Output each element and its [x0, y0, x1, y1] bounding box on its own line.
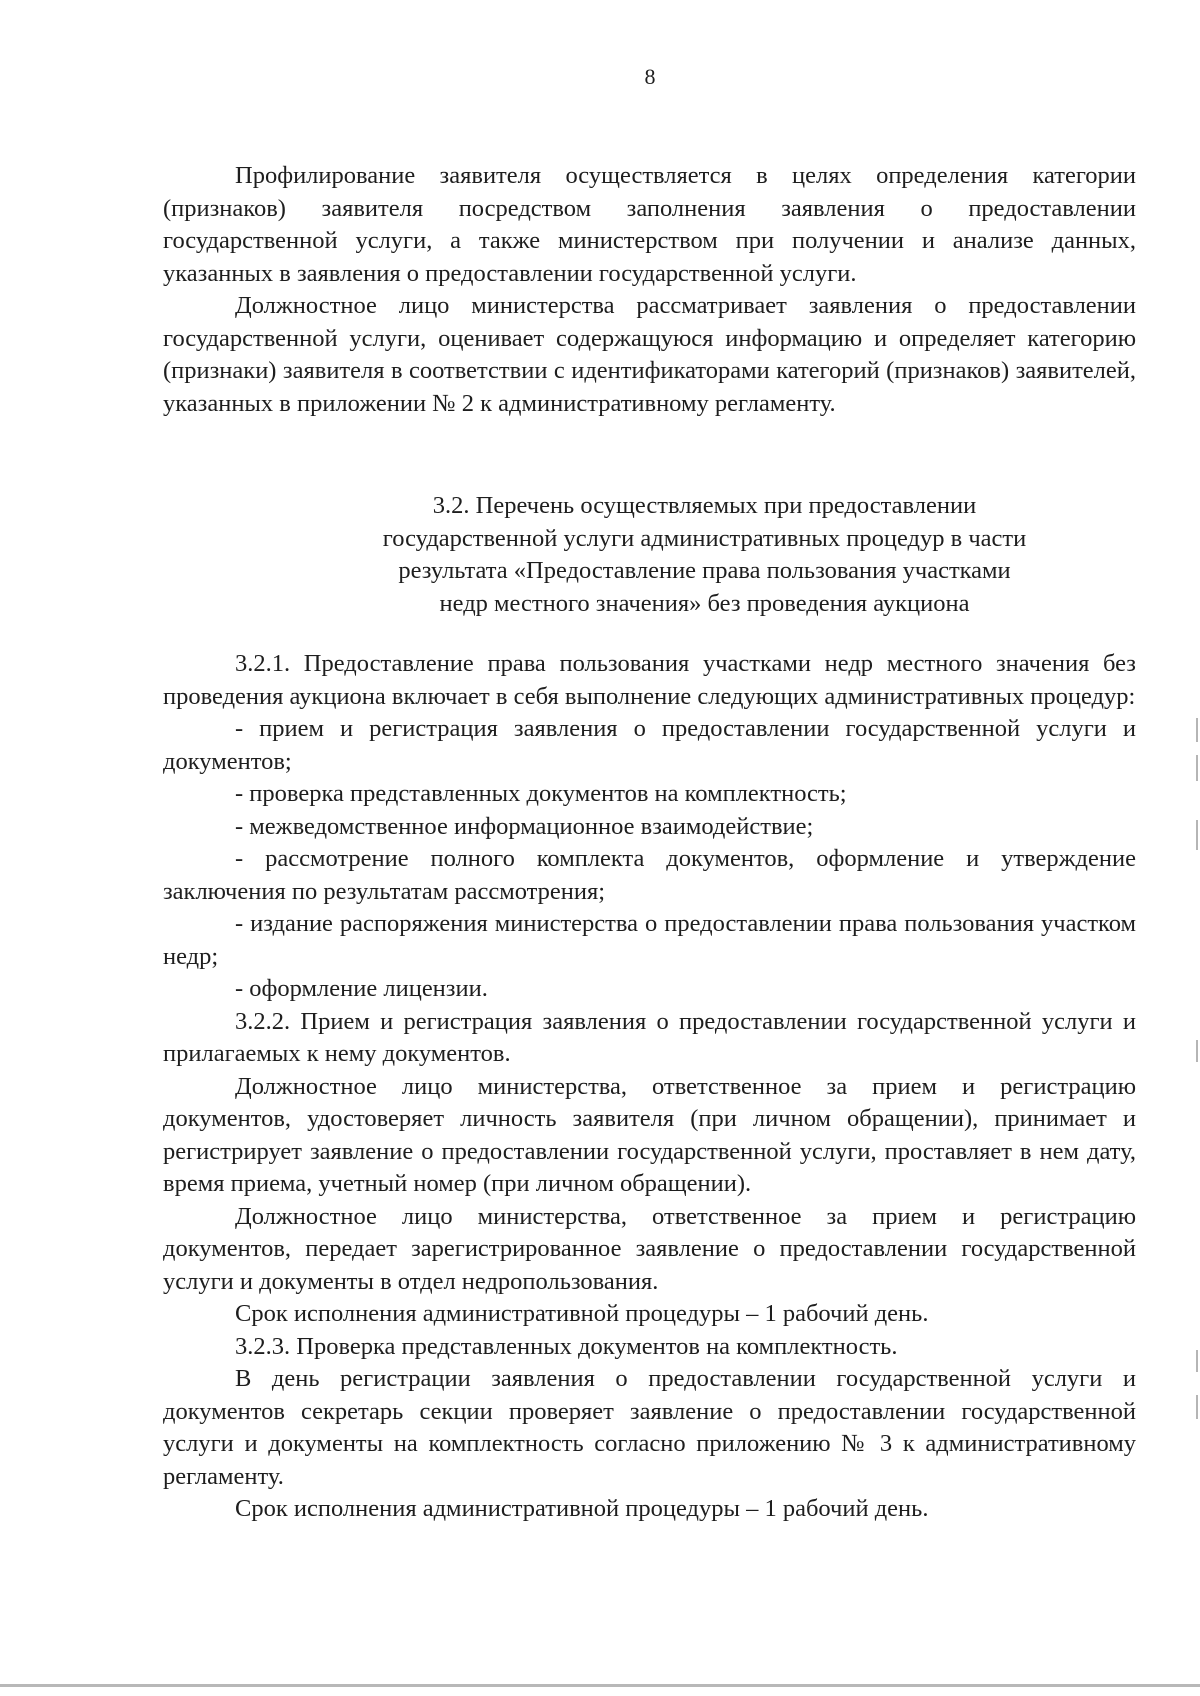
intro-section: [163, 160, 1136, 420]
scan-edge-mark: [1196, 1350, 1198, 1372]
scan-edge-mark: [1196, 820, 1198, 850]
section-heading-line: государственной услуги административных процедур в части: [382, 524, 1027, 552]
procedures-section: [163, 648, 1136, 1526]
section-heading-line: недр местного значения» без проведения аукциона: [439, 589, 970, 617]
paragraph-profiling: Профилирование заявителя осуществляется в целях определения категории (признаков) заявителя посредством заполнения заявления о предоставлении государственной услуги, а также министерством при получении и анализе данных, указанных в заявления о предоставлении государственной услуги.: [163, 162, 1136, 287]
section-heading-line: результата «Предоставление права пользования участками: [398, 557, 1011, 584]
deadline-note: Срок исполнения административной процедуры – 1 рабочий день.: [235, 1300, 929, 1327]
section-heading-line: 3.2. Перечень осуществляемых при предоставлении: [432, 492, 977, 519]
clause-3-2-2: 3.2.2. Прием и регистрация заявления о предоставлении государственной услуги и прилагаемых к нему документов.: [163, 1007, 1136, 1067]
procedure-list-item: - издание распоряжения министерства о предоставлении права пользования участком недр;: [163, 910, 1136, 970]
scan-edge-mark: [1196, 1395, 1198, 1419]
procedure-list-item: - оформление лицензии.: [235, 975, 488, 1002]
procedure-list-item: - межведомственное информационное взаимодействие;: [235, 812, 814, 840]
scan-edge-mark: [1196, 755, 1198, 781]
paragraph-transfer: Должностное лицо министерства, ответственное за прием и регистрацию документов, передает зарегистрированное заявление о предоставлении государственной услуги и документы в отдел недропользования.: [163, 1202, 1136, 1295]
procedure-list-item: - прием и регистрация заявления о предоставлении государственной услуги и документов;: [163, 715, 1136, 775]
scan-bottom-edge: [0, 1684, 1200, 1687]
deadline-note: Срок исполнения административной процедуры – 1 рабочий день.: [235, 1495, 929, 1522]
paragraph-completeness-check: В день регистрации заявления о предоставлении государственной услуги и документов секретарь секции проверяет заявление о предоставлении государственной услуги и документы на комплектность согласно приложению № 3 к административному регламенту.: [163, 1365, 1136, 1490]
clause-3-2-1: 3.2.1. Предоставление права пользования участками недр местного значения без проведения аукциона включает в себя выполнение следующих административных процедур:: [163, 650, 1136, 710]
scan-edge-mark: [1196, 1040, 1198, 1062]
scan-edge-mark: [1196, 718, 1198, 742]
paragraph-official-review: Должностное лицо министерства рассматривает заявления о предоставлении государственной услуги, оценивает содержащуюся информацию и определяет категорию (признаки) заявителя в соответствии с идентификаторами категорий (признаков) заявителей, указанных в приложении № 2 к административному регламенту.: [163, 292, 1136, 417]
section-heading: [163, 490, 1136, 620]
procedure-list-item: - проверка представленных документов на комплектность;: [235, 780, 847, 807]
clause-3-2-3: 3.2.3. Проверка представленных документов на комплектность.: [235, 1332, 898, 1360]
page-number: 8: [644, 64, 656, 89]
paragraph-registration: Должностное лицо министерства, ответственное за прием и регистрацию документов, удостоверяет личность заявителя (при личном обращении), принимает и регистрирует заявление о предоставлении государственной услуги, проставляет в нем дату, время приема, учетный номер (при личном обращении).: [163, 1072, 1136, 1197]
procedure-list-item: - рассмотрение полного комплекта документов, оформление и утверждение заключения по результатам рассмотрения;: [163, 845, 1136, 905]
